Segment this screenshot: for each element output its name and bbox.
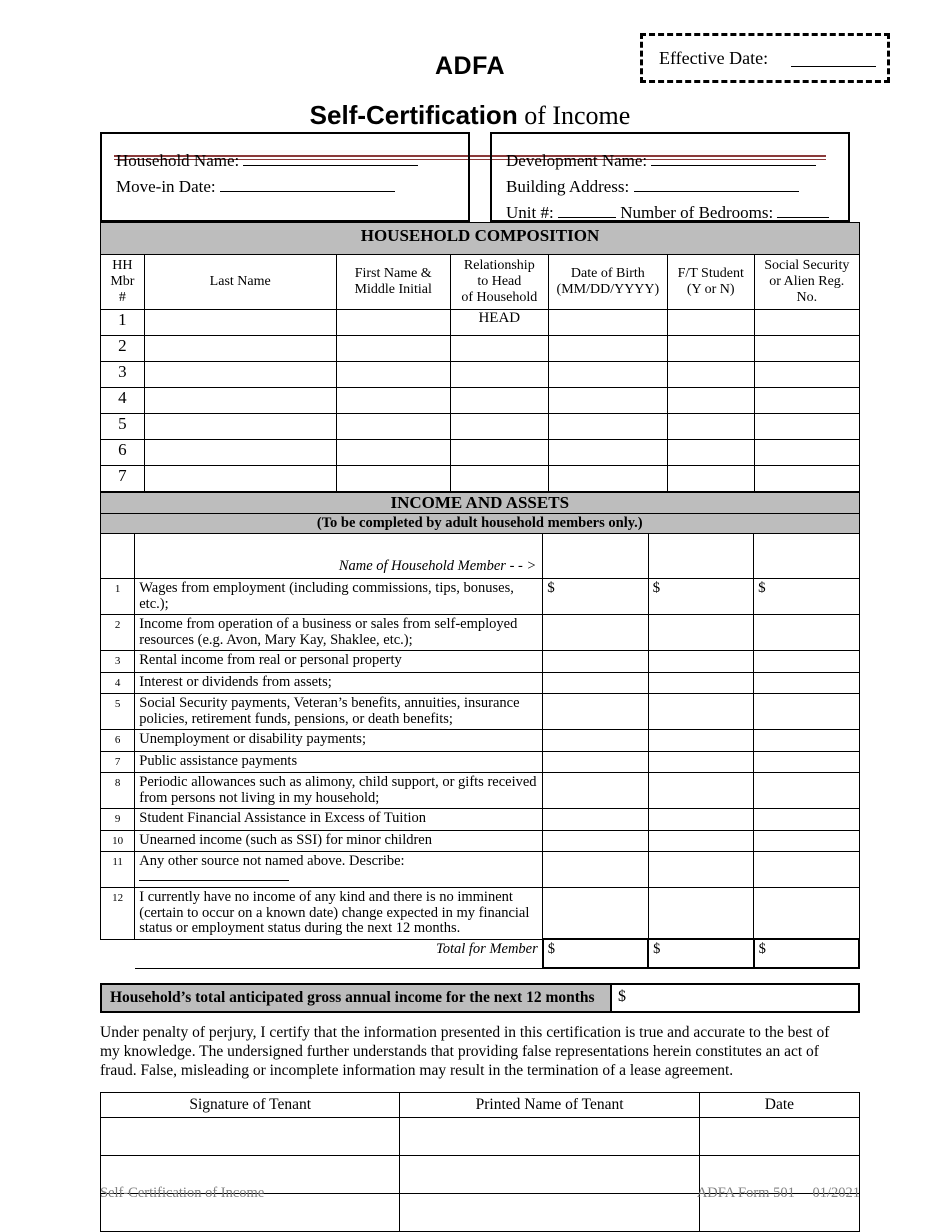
table-row [101, 852, 860, 888]
income-member3-cell[interactable] [754, 651, 859, 673]
income-row-num: 2 [101, 615, 135, 651]
income-member1-cell[interactable] [543, 672, 648, 694]
income-row-num: 6 [101, 730, 135, 752]
table-row [101, 672, 860, 694]
income-member2-cell[interactable] [648, 809, 753, 831]
income-row-desc: Income from operation of a business or sales from self-employed resources (e.g. Avon, Mary Kay, Shaklee, etc.); [135, 615, 543, 651]
income-row-num: 11 [101, 852, 135, 888]
hc-ssn-cell[interactable] [754, 336, 859, 362]
table-row [101, 414, 860, 440]
household-total-row [100, 983, 860, 1013]
income-row-desc: Periodic allowances such as alimony, child support, or gifts received from persons not living in my household; [135, 773, 543, 809]
table-row [101, 809, 860, 831]
effective-date-label: Effective Date: [659, 48, 769, 68]
footer-form-number: ADFA Form 501 [696, 1185, 795, 1201]
income-row-num: 7 [101, 751, 135, 773]
income-band-sub-row [101, 513, 860, 534]
col-ssn [754, 255, 859, 310]
hc-student-cell[interactable] [667, 310, 754, 336]
hc-row-num: 1 [101, 310, 145, 336]
col-last-name: Last Name [144, 255, 336, 310]
hc-ssn-cell[interactable] [754, 440, 859, 466]
other-source-input[interactable] [139, 880, 289, 881]
col-ssn-line1: Social Security [764, 258, 850, 273]
hc-relationship-cell[interactable] [450, 466, 548, 492]
perjury-statement: Under penalty of perjury, I certify that the information presented in this certification is true and accurate to the best of my knowledge. The undersigned further understands that providing false representations herein constitutes an act of fraud. False, misleading or incomplete information may result in the termination of a lease agreement. [100, 1024, 830, 1079]
income-row-num: 9 [101, 809, 135, 831]
col-hh-line3: # [118, 290, 126, 305]
page-title [90, 100, 850, 131]
col-stu-line2: (Y or N) [686, 282, 735, 297]
hc-last-name-cell[interactable] [144, 388, 336, 414]
development-info-box [490, 132, 850, 222]
income-row-desc: Any other source not named above. Describe: [139, 853, 405, 869]
development-name-label: Development Name: [506, 151, 648, 170]
income-row-num: 12 [101, 888, 135, 940]
income-member2-cell[interactable] [648, 672, 753, 694]
signature-cell[interactable] [101, 1118, 400, 1156]
member-header-spacer [101, 534, 135, 579]
income-member1-cell[interactable] [543, 651, 648, 673]
move-in-date-input[interactable] [220, 191, 395, 192]
hc-dob-cell[interactable] [548, 466, 667, 492]
hc-row-num: 3 [101, 362, 145, 388]
income-member1-cell[interactable] [543, 694, 648, 730]
income-row-desc: Wages from employment (including commissions, tips, bonuses, etc.); [135, 579, 543, 615]
income-member2-cell[interactable] [648, 888, 753, 940]
hc-relationship-cell[interactable] [450, 414, 548, 440]
table-row [101, 466, 860, 492]
income-member3-cell[interactable] [754, 730, 859, 752]
page-title-bold: Self-Certification [309, 100, 518, 130]
table-row [101, 773, 860, 809]
hc-student-cell[interactable] [667, 388, 754, 414]
income-band-line1: INCOME AND ASSETS [101, 493, 860, 514]
total-member3-cell[interactable] [754, 939, 859, 968]
hc-dob-cell[interactable] [548, 336, 667, 362]
member-2-name-cell[interactable] [648, 534, 753, 579]
building-address-row [506, 174, 848, 200]
income-member1-cell[interactable] [543, 773, 648, 809]
household-name-row [116, 148, 468, 174]
income-member1-cell[interactable] [543, 809, 648, 831]
hc-row-num: 5 [101, 414, 145, 440]
total-row-spacer [101, 939, 135, 968]
hc-relationship-cell[interactable]: HEAD [450, 310, 548, 336]
income-assets-table [100, 492, 860, 969]
hc-relationship-cell[interactable] [450, 440, 548, 466]
hc-ssn-cell[interactable] [754, 310, 859, 336]
income-member3-cell[interactable] [754, 672, 859, 694]
col-first-line1: First Name & [354, 266, 432, 281]
income-row-num: 3 [101, 651, 135, 673]
income-member3-cell[interactable] [754, 579, 859, 615]
hc-row-num: 7 [101, 466, 145, 492]
table-row [101, 888, 860, 940]
hc-last-name-cell[interactable] [144, 336, 336, 362]
hc-student-cell[interactable] [667, 336, 754, 362]
income-member1-cell[interactable] [543, 852, 648, 888]
page-footer [100, 1185, 860, 1202]
table-row [101, 830, 860, 852]
hc-relationship-cell[interactable] [450, 336, 548, 362]
col-first-line2: Middle Initial [354, 282, 432, 297]
hc-dob-cell[interactable] [548, 362, 667, 388]
col-rel-line3: of Household [461, 290, 538, 305]
dollar-sign-icon: $ [758, 941, 766, 957]
bedrooms-input[interactable] [777, 217, 829, 218]
table-row [101, 751, 860, 773]
table-row [101, 694, 860, 730]
income-member3-cell[interactable] [754, 615, 859, 651]
footer-form-info [683, 1185, 860, 1202]
income-member1-cell[interactable] [543, 888, 648, 940]
income-member3-cell[interactable] [754, 830, 859, 852]
member-header-row [101, 534, 860, 579]
table-row [101, 362, 860, 388]
footer-document-name: Self-Certification of Income [100, 1185, 265, 1201]
hc-last-name-cell[interactable] [144, 310, 336, 336]
income-row-desc: Unearned income (such as SSI) for minor children [135, 830, 543, 852]
dollar-sign-icon: $ [618, 988, 626, 1005]
table-row [101, 336, 860, 362]
income-row-num: 8 [101, 773, 135, 809]
table-row [101, 310, 860, 336]
hc-relationship-cell[interactable] [450, 362, 548, 388]
col-date-of-birth [548, 255, 667, 310]
household-total-label: Household’s total anticipated gross annual income for the next 12 months [102, 985, 612, 1011]
col-rel-line1: Relationship [463, 258, 535, 273]
hc-student-cell[interactable] [667, 440, 754, 466]
hc-student-cell[interactable] [667, 362, 754, 388]
hc-first-name-cell[interactable] [336, 440, 450, 466]
hc-first-name-cell[interactable] [336, 414, 450, 440]
col-printed-name-of-tenant: Printed Name of Tenant [400, 1093, 699, 1118]
page-title-light: of Income [517, 101, 631, 130]
hc-ssn-cell[interactable] [754, 466, 859, 492]
income-member1-cell[interactable] [543, 730, 648, 752]
unit-bedrooms-row [506, 200, 848, 226]
col-date: Date [699, 1093, 859, 1118]
col-rel-line2: to Head [477, 274, 522, 289]
income-member2-cell[interactable] [648, 694, 753, 730]
income-row-desc: Interest or dividends from assets; [135, 672, 543, 694]
hc-last-name-cell[interactable] [144, 440, 336, 466]
household-name-input[interactable] [243, 165, 418, 166]
income-member3-cell[interactable] [754, 852, 859, 888]
income-member2-cell[interactable] [648, 651, 753, 673]
income-member2-cell[interactable] [648, 773, 753, 809]
income-member2-cell[interactable] [648, 615, 753, 651]
dollar-sign-icon: $ [653, 941, 661, 957]
col-ft-student [667, 255, 754, 310]
income-row-desc-other [135, 852, 543, 888]
income-member3-cell[interactable] [754, 751, 859, 773]
household-total-value[interactable] [612, 985, 858, 1011]
income-row-desc: Rental income from real or personal property [135, 651, 543, 673]
bedrooms-label: Number of Bedrooms: [620, 203, 774, 222]
hc-first-name-cell[interactable] [336, 388, 450, 414]
hc-first-name-cell[interactable] [336, 362, 450, 388]
col-hh-line1: HH [112, 258, 133, 273]
agency-name: ADFA [434, 52, 506, 80]
income-row-num: 5 [101, 694, 135, 730]
total-member1-cell[interactable] [543, 939, 648, 968]
total-for-member-label: Total for Member [135, 939, 543, 968]
col-hh-line2: Mbr [110, 274, 135, 289]
col-relationship [450, 255, 548, 310]
hc-relationship-cell[interactable] [450, 388, 548, 414]
total-member2-cell[interactable] [648, 939, 753, 968]
table-row [101, 615, 860, 651]
date-cell[interactable] [699, 1118, 859, 1156]
income-row-desc: I currently have no income of any kind and there is no imminent (certain to occur on a known date) change expected in my financial status or employment status during the next 12 months. [135, 888, 543, 940]
hc-dob-cell[interactable] [548, 440, 667, 466]
income-member1-cell[interactable] [543, 830, 648, 852]
building-address-input[interactable] [634, 191, 799, 192]
member-header-label: Name of Household Member - - > [135, 534, 543, 579]
income-member2-cell[interactable] [648, 579, 753, 615]
hc-last-name-cell[interactable] [144, 414, 336, 440]
col-first-name [336, 255, 450, 310]
hc-first-name-cell[interactable] [336, 466, 450, 492]
hc-row-num: 2 [101, 336, 145, 362]
household-composition-band: HOUSEHOLD COMPOSITION [101, 223, 860, 255]
unit-number-label: Unit #: [506, 203, 554, 222]
income-row-num: 1 [101, 579, 135, 615]
col-ssn-line3: No. [796, 290, 818, 305]
income-row-num: 10 [101, 830, 135, 852]
table-row [101, 579, 860, 615]
hc-student-cell[interactable] [667, 414, 754, 440]
development-name-input[interactable] [651, 165, 816, 166]
col-signature-of-tenant: Signature of Tenant [101, 1093, 400, 1118]
col-hh-mbr-num [101, 255, 145, 310]
hc-ssn-cell[interactable] [754, 362, 859, 388]
hc-ssn-cell[interactable] [754, 414, 859, 440]
household-composition-table [100, 222, 860, 492]
move-in-date-label: Move-in Date: [116, 177, 216, 196]
hc-row-num: 4 [101, 388, 145, 414]
income-band-line2: (To be completed by adult household members only.) [101, 513, 860, 534]
member-3-name-cell[interactable] [754, 534, 859, 579]
unit-number-input[interactable] [558, 217, 616, 218]
table-row [101, 651, 860, 673]
hc-dob-cell[interactable] [548, 414, 667, 440]
income-member2-cell[interactable] [648, 751, 753, 773]
table-row [101, 388, 860, 414]
table-row [101, 440, 860, 466]
table-row [101, 730, 860, 752]
hc-dob-cell[interactable] [548, 388, 667, 414]
income-row-desc: Public assistance payments [135, 751, 543, 773]
footer-form-date: 01/2021 [812, 1185, 860, 1201]
income-member1-cell[interactable] [543, 579, 648, 615]
household-composition-header-row [101, 255, 860, 310]
income-member2-cell[interactable] [648, 830, 753, 852]
col-stu-line1: F/T Student [677, 266, 744, 281]
printed-name-cell[interactable] [400, 1118, 699, 1156]
effective-date-box [640, 33, 890, 83]
col-dob-line1: Date of Birth [570, 266, 645, 281]
member-1-name-cell[interactable] [543, 534, 648, 579]
dollar-sign-icon: $ [547, 941, 556, 957]
household-composition-band-row [101, 223, 860, 255]
hc-ssn-cell[interactable] [754, 388, 859, 414]
income-member2-cell[interactable] [648, 730, 753, 752]
hc-last-name-cell[interactable] [144, 362, 336, 388]
building-address-label: Building Address: [506, 177, 630, 196]
income-row-desc: Social Security payments, Veteran’s benefits, annuities, insurance policies, retirement funds, pensions, or death benefits; [135, 694, 543, 730]
effective-date-input[interactable] [791, 66, 876, 67]
development-name-row [506, 148, 848, 174]
income-member3-cell[interactable] [754, 694, 859, 730]
col-dob-line2: (MM/DD/YYYY) [556, 282, 660, 297]
table-row [101, 1118, 860, 1156]
income-row-desc: Unemployment or disability payments; [135, 730, 543, 752]
income-member1-cell[interactable] [543, 751, 648, 773]
household-name-label: Household Name: [116, 151, 240, 170]
income-member2-cell[interactable] [648, 852, 753, 888]
income-row-num: 4 [101, 672, 135, 694]
hc-last-name-cell[interactable] [144, 466, 336, 492]
hc-first-name-cell[interactable] [336, 310, 450, 336]
hc-dob-cell[interactable] [548, 310, 667, 336]
signature-table [100, 1092, 860, 1232]
income-member3-cell[interactable] [754, 773, 859, 809]
total-for-member-row [101, 939, 860, 968]
hc-first-name-cell[interactable] [336, 336, 450, 362]
signature-header-row [101, 1093, 860, 1118]
income-row-desc: Student Financial Assistance in Excess of Tuition [135, 809, 543, 831]
household-info-row [90, 132, 860, 222]
move-in-date-row [116, 174, 468, 200]
income-member3-cell[interactable] [754, 888, 859, 940]
hc-student-cell[interactable] [667, 466, 754, 492]
income-member3-cell[interactable] [754, 809, 859, 831]
income-band-row [101, 493, 860, 514]
col-ssn-line2: or Alien Reg. [769, 274, 845, 289]
page-header [90, 0, 860, 130]
household-info-box [100, 132, 470, 222]
hc-row-num: 6 [101, 440, 145, 466]
income-member1-cell[interactable] [543, 615, 648, 651]
